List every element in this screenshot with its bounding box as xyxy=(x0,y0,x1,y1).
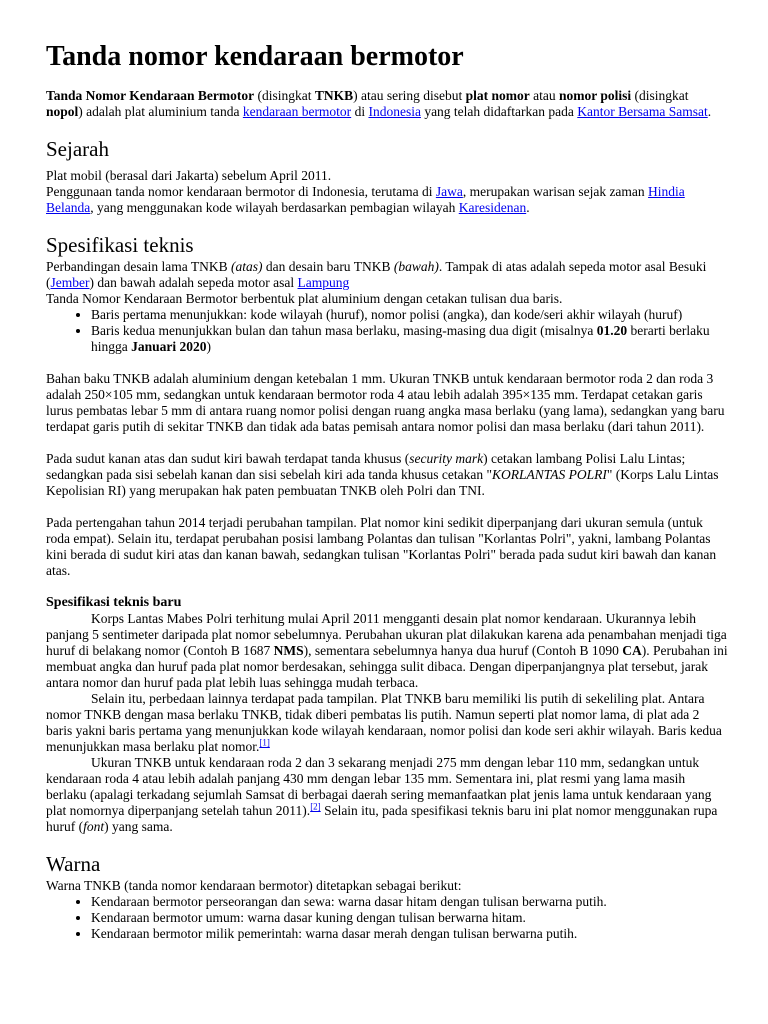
page-title: Tanda nomor kendaraan bermotor xyxy=(46,41,464,72)
sejarah-paragraph: Penggunaan tanda nomor kendaraan bermotor di Indonesia, terutama di Jawa, merupakan warisan sejak zaman Hindia Belanda, yang menggunakan kode wilayah berdasarkan pembagian wilayah Karesidenan. xyxy=(46,184,685,215)
link-indonesia[interactable]: Indonesia xyxy=(368,104,421,119)
list-item: • Baris pertama menunjukkan: kode wilayah (huruf), nomor polisi (angka), dan kode/seri akhir wilayah (huruf) xyxy=(91,307,728,323)
spesifikasi-caption: Perbandingan desain lama TNKB (atas) dan desain baru TNKB (bawah). Tampak di atas adalah sepeda motor asal Besuki (Jember) dan bawah adalah sepeda motor asal Lampung xyxy=(46,259,707,290)
intro-paragraph: Tanda Nomor Kendaraan Bermotor (disingkat TNKB) atau sering disebut plat nomor atau nomor polisi (disingkat nopol) adalah plat aluminium tanda kendaraan bermotor di Indonesia yang telah didaftarkan pada Kantor Bersama Samsat. xyxy=(46,88,712,119)
link-karesidenan[interactable]: Karesidenan xyxy=(458,200,527,215)
list-item: • Kendaraan bermotor milik pemerintah: warna dasar merah dengan tulisan berwarna putih. xyxy=(91,926,728,942)
link-jember[interactable]: Jember xyxy=(50,275,90,290)
list-item: • Kendaraan bermotor perseorangan dan sewa: warna dasar hitam dengan tulisan berwarna putih. xyxy=(91,894,728,910)
warna-list xyxy=(46,894,728,942)
sejarah-caption: Plat mobil (berasal dari Jakarta) sebelum April 2011. xyxy=(46,168,332,183)
spesifikasi-paragraph-3: Pada sudut kanan atas dan sudut kiri bawah terdapat tanda khusus (security mark) cetakan lambang Polisi Lalu Lintas; sedangkan pada sisi sebelah kanan dan sisi sebelah kiri ada tanda khusus cetakan "KORLANTAS POLRI" (Korps Lalu Lintas Kepolisian RI) yang merupakan hak paten pembuatan TNKB oleh Polri dan TNI. xyxy=(46,451,719,498)
spesifikasi-paragraph-2: Bahan baku TNKB adalah aluminium dengan ketebalan 1 mm. Ukuran TNKB untuk kendaraan bermotor roda 2 dan roda 3 adalah 250×105 mm, sedangkan untuk kendaraan bermotor roda 4 atau lebih adalah 395×135 mm. Terdapat cetakan garis lurus pembatas lebar 5 mm di antara ruang nomor polisi dengan ruang angka masa berlaku (yang lama), sedangkan yang baru terdapat garis putih di sekitar TNKB dan tidak ada batas pemisah antara nomor polisi dan masa berlaku (dari tahun 2011). xyxy=(46,371,725,434)
link-kantor-samsat[interactable]: Kantor Bersama Samsat xyxy=(577,104,708,119)
reference-link-1[interactable]: [1] xyxy=(259,737,270,748)
heading-warna: Warna xyxy=(46,852,101,876)
spesifikasi-paragraph-1: Tanda Nomor Kendaraan Bermotor berbentuk plat aluminium dengan cetakan tulisan dua baris. xyxy=(46,291,563,306)
heading-sejarah: Sejarah xyxy=(46,137,109,161)
link-lampung[interactable]: Lampung xyxy=(297,275,350,290)
link-kendaraan-bermotor[interactable]: kendaraan bermotor xyxy=(242,104,352,119)
heading-spesifikasi-teknis: Spesifikasi teknis xyxy=(46,233,194,257)
baru-paragraph-1: Korps Lantas Mabes Polri terhitung mulai April 2011 mengganti desain plat nomor kendaraan. Ukurannya lebih panjang 5 sentimeter daripada plat nomor sebelumnya. Perubahan ukuran plat dilakukan karena ada penambahan menjadi tiga huruf di belakang nomor (Contoh B 1687 NMS), sementara sebelumnya hanya dua huruf (Contoh B 1090 CA). Perubahan ini membuat angka dan huruf pada plat nomor berdesakan, sehingga sulit dibaca. Dengan diperpanjangnya plat tersebut, jarak antara nomor dan huruf pada plat lebih luas sehingga mudah terbaca. xyxy=(46,611,728,690)
baru-paragraph-2: Selain itu, perbedaan lainnya terdapat pada tampilan. Plat TNKB baru memiliki lis putih di sekeliling plat. Antara nomor TNKB dengan masa berlaku TNKB, tidak diberi pembatas lis putih. Namun seperti plat nomor lama, di plat ada 2 baris yakni baris pertama yang menunjukkan kode wilayah kendaraan, nomor polisi dan kode seri akhir wilayah. Baris kedua menunjukkan masa berlaku plat nomor.[1] xyxy=(46,691,722,754)
reference-link-2[interactable]: [2] xyxy=(310,801,321,812)
list-item: • Kendaraan bermotor umum: warna dasar kuning dengan tulisan berwarna hitam. xyxy=(91,910,728,926)
baru-paragraph-3: Ukuran TNKB untuk kendaraan roda 2 dan 3 sekarang menjadi 275 mm dengan lebar 110 mm, sedangkan untuk kendaraan roda 4 atau lebih adalah panjang 430 mm dengan lebar 135 mm. Sementara ini, plat resmi yang lama masih berlaku (apalagi terkadang sejumlah Samsat di berbagai daerah sering memanfaatkan plat jenis lama untuk kendaraan yang plat nomornya diperpanjang setelah tahun 2011).[2] Selain itu, pada spesifikasi teknis baru ini plat nomor menggunakan rupa huruf (font) yang sama. xyxy=(46,755,718,834)
warna-intro: Warna TNKB (tanda nomor kendaraan bermotor) ditetapkan sebagai berikut: xyxy=(46,878,462,893)
heading-spesifikasi-baru: Spesifikasi teknis baru xyxy=(46,595,182,610)
link-jawa[interactable]: Jawa xyxy=(435,184,463,199)
list-item: • Baris kedua menunjukkan bulan dan tahun masa berlaku, masing-masing dua digit (misalnya 01.20 berarti berlaku hingga Januari 2020) xyxy=(91,323,728,355)
spesifikasi-list xyxy=(46,307,728,355)
link-hindia-belanda[interactable]: Hindia Belanda xyxy=(46,184,685,215)
spesifikasi-paragraph-4: Pada pertengahan tahun 2014 terjadi perubahan tampilan. Plat nomor kini sedikit diperpanjang dari ukuran semula (untuk roda empat). Selain itu, terdapat perubahan posisi lambang Polantas dan tulisan "Korlantas Polri", yakni, lambang Polantas kini berada di sudut kiri atas dan kanan bawah, sedangkan tulisan "Korlantas Polri" berada pada sudut kiri bawah dan kanan atas. xyxy=(46,515,717,578)
